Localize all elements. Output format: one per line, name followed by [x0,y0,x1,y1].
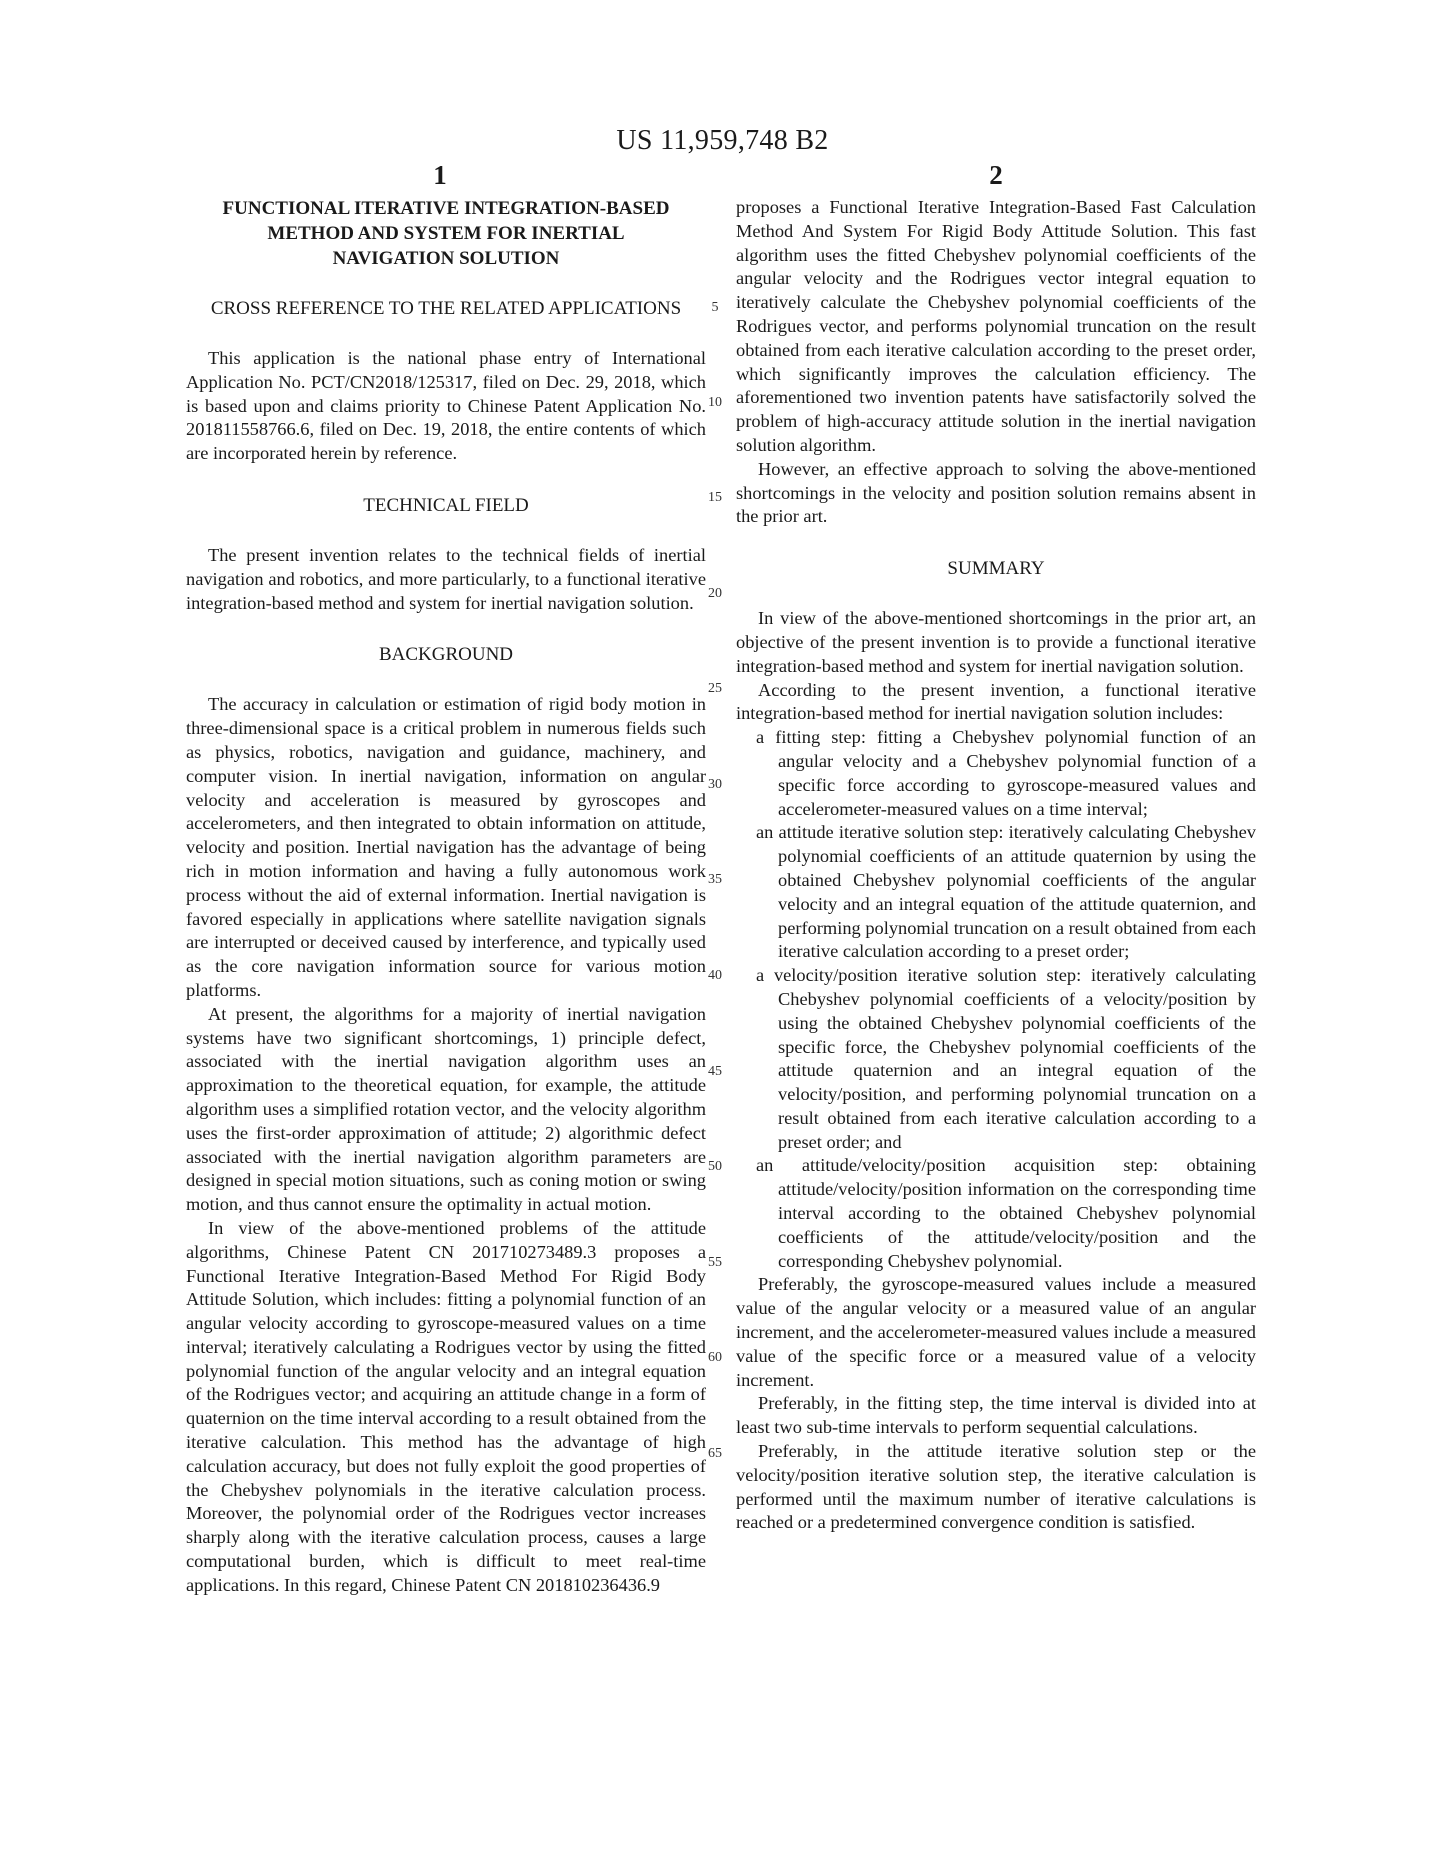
line-number: 45 [708,1064,722,1079]
continued-paragraph: proposes a Functional Iterative Integration-Based Fast Calculation Method And System For Rigid Body Attitude Solution. This fast algorithm uses the fitted Chebyshev polynomial coefficients of the angular velocity and the Rodrigues vector integral equation to iteratively calculate the Chebyshev polynomial coefficients of the Rodrigues vector, and performs polynomial truncation on the result obtained from each iterative calculation according to the preset order, which significantly improves the calculation efficiency. The aforementioned two invention patents have satisfactorily solved the problem of high-accuracy attitude solution in the inertial navigation solution algorithm. [736,197,1256,455]
line-number: 20 [708,586,722,601]
preferred-paragraph: Preferably, the gyroscope-measured values include a measured value of the angular velocity or a measured value of an angular increment, and the accelerometer-measured values include a measured value of the specific force or a measured value of a velocity increment. [736,1274,1256,1390]
column-number-left: 1 [433,160,447,190]
line-number: 50 [708,1159,722,1174]
line-number: 40 [708,968,722,983]
preferred-paragraph: Preferably, in the fitting step, the time interval is divided into at least two sub-time intervals to perform sequential calculations. [736,1393,1256,1438]
cross-reference-heading: CROSS REFERENCE TO THE RELATED APPLICATIONS [210,298,682,319]
line-number: 60 [708,1350,722,1365]
technical-field-paragraph: The present invention relates to the technical fields of inertial navigation and robotics, and more particularly, to a functional iterative integration-based method and system for inertial navigation solution. [186,544,706,613]
right-column [736,196,1256,1535]
line-number: 5 [711,300,719,315]
cross-reference-paragraph: This application is the national phase entry of International Application No. PCT/CN2018/125317, filed on Dec. 29, 2018, which is based upon and claims priority to Chinese Patent Application No. 201811558766.6, filed on Dec. 19, 2018, the entire contents of which are incorporated herein by reference. [186,348,706,464]
patent-title: FUNCTIONAL ITERATIVE INTEGRATION-BASED METHOD AND SYSTEM FOR INERTIAL NAVIGATION SOLUTION [222,198,670,269]
background-paragraph: At present, the algorithms for a majority of inertial navigation systems have two significant shortcomings, 1) principle defect, associated with the inertial navigation algorithm uses an approximation to the theoretical equation, for example, the attitude algorithm uses a simplified rotation vector, and the velocity algorithm uses the first-order approximation of attitude; 2) algorithmic defect associated with the inertial navigation algorithm parameters are designed in special motion situations, such as coning motion or swing motion, and thus cannot ensure the optimality in actual motion. [186,1003,706,1215]
left-column [186,196,706,1598]
method-step-fitting: a fitting step: fitting a Chebyshev polynomial function of an angular velocity and a Chebyshev polynomial function of a specific force according to gyroscope-measured values and accelerometer-measured values on a time interval; [756,727,1256,819]
line-number: 65 [708,1446,722,1461]
technical-field-heading: TECHNICAL FIELD [363,494,529,516]
preferred-paragraph: Preferably, in the attitude iterative solution step or the velocity/position iterative solution step, the iterative calculation is performed until the maximum number of iterative calculations is reached or a predetermined convergence condition is satisfied. [736,1441,1256,1533]
line-number: 10 [708,395,722,410]
summary-method-paragraph: According to the present invention, a functional iterative integration-based method for inertial navigation solution includes: [736,679,1256,724]
summary-intro-paragraph: In view of the above-mentioned shortcomings in the prior art, an objective of the present invention is to provide a functional iterative integration-based method and system for inertial navigation solution. [736,608,1256,676]
method-step-attitude: an attitude iterative solution step: iteratively calculating Chebyshev polynomial coefficients of an attitude quaternion by using the obtained Chebyshev polynomial coefficients of the angular velocity and an integral equation of the attitude quaternion, and performing polynomial truncation on a result obtained from each iterative calculation according to a preset order; [756,822,1257,962]
method-step-velocity-position: a velocity/position iterative solution step: iteratively calculating Chebyshev polynomial coefficients of a velocity/position by using the obtained Chebyshev polynomial coefficients of the specific force, the Chebyshev polynomial coefficients of the attitude quaternion and an integral equation of the velocity/position, and performing polynomial truncation on a result obtained from each iterative calculation according to a preset order; and [756,965,1256,1152]
line-number: 30 [708,777,722,792]
column-number-right: 2 [989,160,1003,190]
patent-number: US 11,959,748 B2 [616,125,829,156]
however-paragraph: However, an effective approach to solving the above-mentioned shortcomings in the velocity and position solution remains absent in the prior art. [736,458,1256,527]
line-number: 55 [708,1255,722,1270]
background-paragraph: The accuracy in calculation or estimation of rigid body motion in three-dimensional space is a critical problem in numerous fields such as physics, robotics, navigation and guidance, machinery, and computer vision. In inertial navigation, information on angular velocity and acceleration is measured by gyroscopes and accelerometers, and then integrated to obtain information on attitude, velocity and position. Inertial navigation has the advantage of being rich in motion information and having a fully autonomous work process without the aid of external information. Inertial navigation is favored especially in applications where satellite navigation signals are interrupted or deceived caused by interference, and typically used as the core navigation information source for various motion platforms. [186,694,706,1000]
background-paragraph: In view of the above-mentioned problems of the attitude algorithms, Chinese Patent CN 201710273489.3 proposes a Functional Iterative Integration-Based Method For Rigid Body Attitude Solution, which includes: fitting a polynomial function of an angular velocity according to gyroscope-measured values on a time interval; iteratively calculating a Rodrigues vector by using the fitted polynomial function of the angular velocity and an integral equation of the Rodrigues vector; and acquiring an attitude change in a form of quaternion on the time interval according to a result obtained from the iterative calculation. This method has the advantage of high calculation accuracy, but does not fully exploit the good properties of the Chebyshev polynomials in the iterative calculation process. Moreover, the polynomial order of the Rodrigues vector increases sharply along with the iterative calculation process, causes a large computational burden, which is difficult to meet real-time applications. In this regard, Chinese Patent CN 201810236436.9 [186,1217,706,1595]
line-number: 35 [708,872,722,887]
method-step-acquisition: an attitude/velocity/position acquisition step: obtaining attitude/velocity/position information on the corresponding time interval according to the obtained Chebyshev polynomial coefficients of the attitude/velocity/position and the corresponding Chebyshev polynomial. [756,1155,1256,1271]
line-number: 15 [708,490,722,505]
background-heading: BACKGROUND [378,644,514,666]
line-number: 25 [708,681,722,696]
summary-heading: SUMMARY [947,558,1045,580]
